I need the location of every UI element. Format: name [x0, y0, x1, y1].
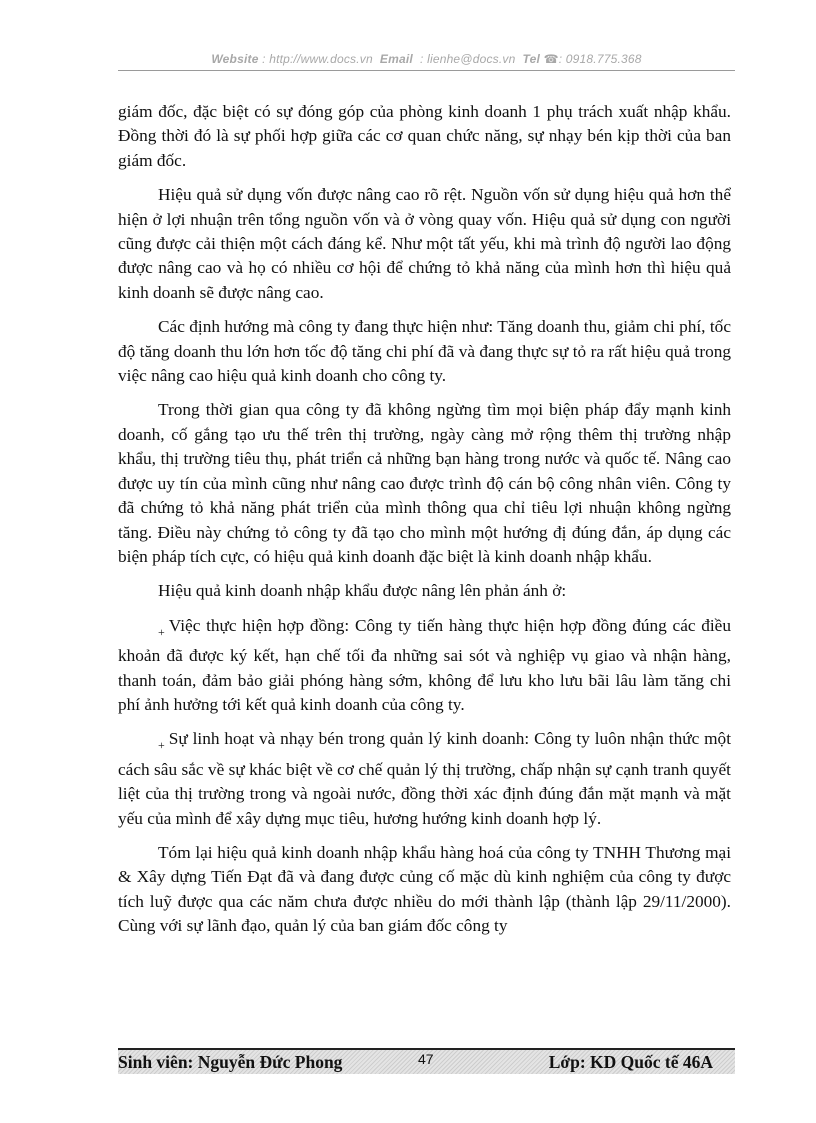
- email-value[interactable]: : lienhe@docs.vn: [420, 52, 516, 66]
- tel-label: Tel: [522, 52, 541, 66]
- plus-icon: +: [158, 738, 165, 753]
- email-label: Email: [379, 52, 413, 66]
- closing-paragraph: Tóm lại hiệu quả kinh doanh nhập khẩu hàng hoá của công ty TNHH Thương mại & Xây dựng Tiến Đạt đã và đang được củng cố mặc dù kinh nghiệm của công ty được tích luỹ được qua các năm chưa được nhiều do mới thành lập (thành lập 29/11/2000). Cùng với sự lãnh đạo, quản lý của ban giám đốc công ty: [118, 842, 731, 936]
- bullet-text: Sự linh hoạt và nhạy bén trong quản lý kinh doanh: Công ty luôn nhận thức một cách sâu sắc về sự khác biệt về cơ chế quản lý thị trường, chấp nhận sự cạnh tranh quyết liệt của thị trường trong và ngoài nước, đồng thời xác định đúng đắn mặt mạnh và mặt yếu của mình để xây dựng mục tiêu, hương hướng kinh doanh hợp lý.: [118, 729, 731, 828]
- website-value[interactable]: : http://www.docs.vn: [262, 52, 373, 66]
- paragraph-5: Hiệu quả kinh doanh nhập khẩu được nâng lên phản ánh ở:: [158, 581, 567, 601]
- page-number: 47: [418, 1051, 434, 1067]
- page-footer: [118, 1048, 735, 1074]
- page-header: [118, 52, 735, 70]
- document-body: [118, 100, 731, 949]
- header-divider: [118, 70, 735, 71]
- phone-icon: ☎: [543, 52, 559, 66]
- tel-value: : 0918.775.368: [558, 52, 642, 66]
- bullet-item-1: [118, 614, 731, 718]
- paragraph-2: Hiệu quả sử dụng vốn được nâng cao rõ rệt. Nguồn vốn sử dụng hiệu quả hơn thể hiện ở lợi nhuận trên tổng nguồn vốn và ở vòng quay vốn. Hiệu quả sử dụng con người cũng được cải thiện một cách đáng kể. Như một tất yếu, khi mà trình độ người lao động được nâng cao và họ có nhiều cơ hội để chứng tỏ khả năng của mình hơn thì hiệu quả kinh doanh sẽ được nâng cao.: [118, 185, 731, 302]
- bullet-text: Việc thực hiện hợp đồng: Công ty tiến hàng thực hiện hợp đồng đúng các điều khoản đã được ký kết, hạn chế tối đa những sai sót và nghiệp vụ giao và nhận hàng, thanh toán, đảm bảo giải phóng hàng sớm, không để lưu kho lưu bãi lâu làm tăng chi phí ảnh hưởng tới kết quả kinh doanh của công ty.: [118, 615, 731, 714]
- footer-class: Lớp: KD Quốc tế 46A: [548, 1052, 713, 1072]
- website-label: Website: [211, 52, 259, 66]
- footer-student: Sinh viên: Nguyễn Đức Phong: [118, 1052, 343, 1072]
- bullet-item-2: [118, 727, 731, 831]
- paragraph-3: Các định hướng mà công ty đang thực hiện như: Tăng doanh thu, giảm chi phí, tốc độ tăng doanh thu lớn hơn tốc độ tăng chi phí đã và đang thực sự tỏ ra rất hiệu quả trong việc nâng cao hiệu quả kinh doanh cho công ty.: [118, 317, 731, 386]
- paragraph-4: Trong thời gian qua công ty đã không ngừng tìm mọi biện pháp đẩy mạnh kinh doanh, cố gắng tạo ưu thế trên thị trường, ngày càng mở rộng thêm thị trường nhập khẩu, thị trường tiêu thụ, phát triển cả những bạn hàng trong nước và quốc tế. Nâng cao được uy tín của mình cũng như nâng cao được trình độ cán bộ công nhân viên. Công ty đã chứng tỏ khả năng phát triển của mình thông qua chỉ tiêu lợi nhuận không ngừng tăng. Điều này chứng tỏ công ty đã tạo cho mình một hướng đị đúng đắn, áp dụng các biện pháp tích cực, có hiệu quả kinh doanh đặc biệt là kinh doanh nhập khẩu.: [118, 400, 731, 566]
- paragraph-1: giám đốc, đặc biệt có sự đóng góp của phòng kinh doanh 1 phụ trách xuất nhập khẩu. Đồng thời đó là sự phối hợp giữa các cơ quan chức năng, sự nhạy bén kịp thời của ban giám đốc.: [118, 102, 731, 170]
- plus-icon: +: [158, 624, 165, 639]
